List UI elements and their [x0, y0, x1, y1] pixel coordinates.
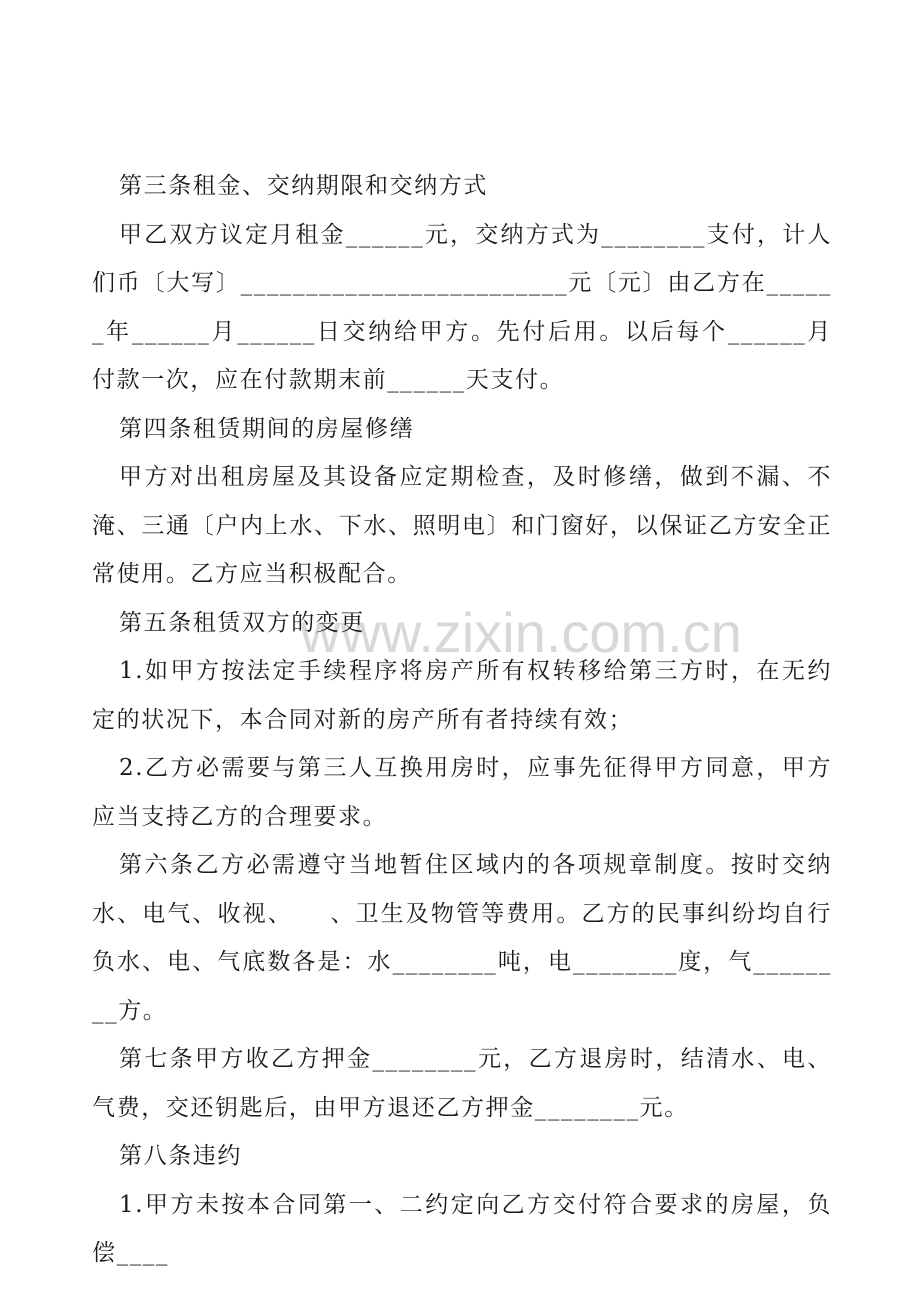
document-body	[92, 162, 832, 1278]
heading-article-3: 第三条租金、交纳期限和交纳方式	[119, 173, 488, 199]
article-4-text: 甲方对出租房屋及其设备应定期检查，及时修缮，做到不漏、不淹、三通〔户内上水、下水、照明电〕和门窗好，以保证乙方安全正常使用。乙方应当积极配合。	[92, 464, 832, 587]
article-7-text: 第七条甲方收乙方押金________元，乙方退房时，结清水、电、气费，交还钥匙后，由甲方退还乙方押金________元。	[92, 1046, 832, 1121]
heading-article-4: 第四条租赁期间的房屋修缮	[119, 415, 415, 442]
heading-article-8: 第八条违约	[119, 1143, 242, 1169]
article-3-text: 甲乙双方议定月租金______元，交纳方式为________支付，计人们币〔大写〕_________________________元〔元〕由乙方在______年______月______日交纳给甲方。先付后用。以后每个______月付款一次，应在付款期末前______天支付。	[92, 221, 832, 393]
watermark: www.zixin.com.cn	[300, 601, 742, 664]
article-8-item-1: 1.甲方未按本合同第一、二约定向乙方交付符合要求的房屋，负偿____	[92, 1191, 832, 1266]
article-5-item-2: 2.乙方必需要与第三人互换用房时，应事先征得甲方同意，甲方应当支持乙方的合理要求。	[92, 755, 832, 830]
article-5-item-1: 1.如甲方按法定手续程序将房产所有权转移给第三方时，在无约定的状况下，本合同对新的房产所有者持续有效；	[92, 658, 832, 733]
heading-article-5: 第五条租赁双方的变更	[119, 609, 365, 636]
article-6-text: 第六条乙方必需遵守当地暂住区域内的各项规章制度。按时交纳水、电气、收视、 、卫生及物管等费用。乙方的民事纠纷均自行负水、电、气底数各是：水________吨，电________度，气________方。	[92, 852, 832, 1024]
